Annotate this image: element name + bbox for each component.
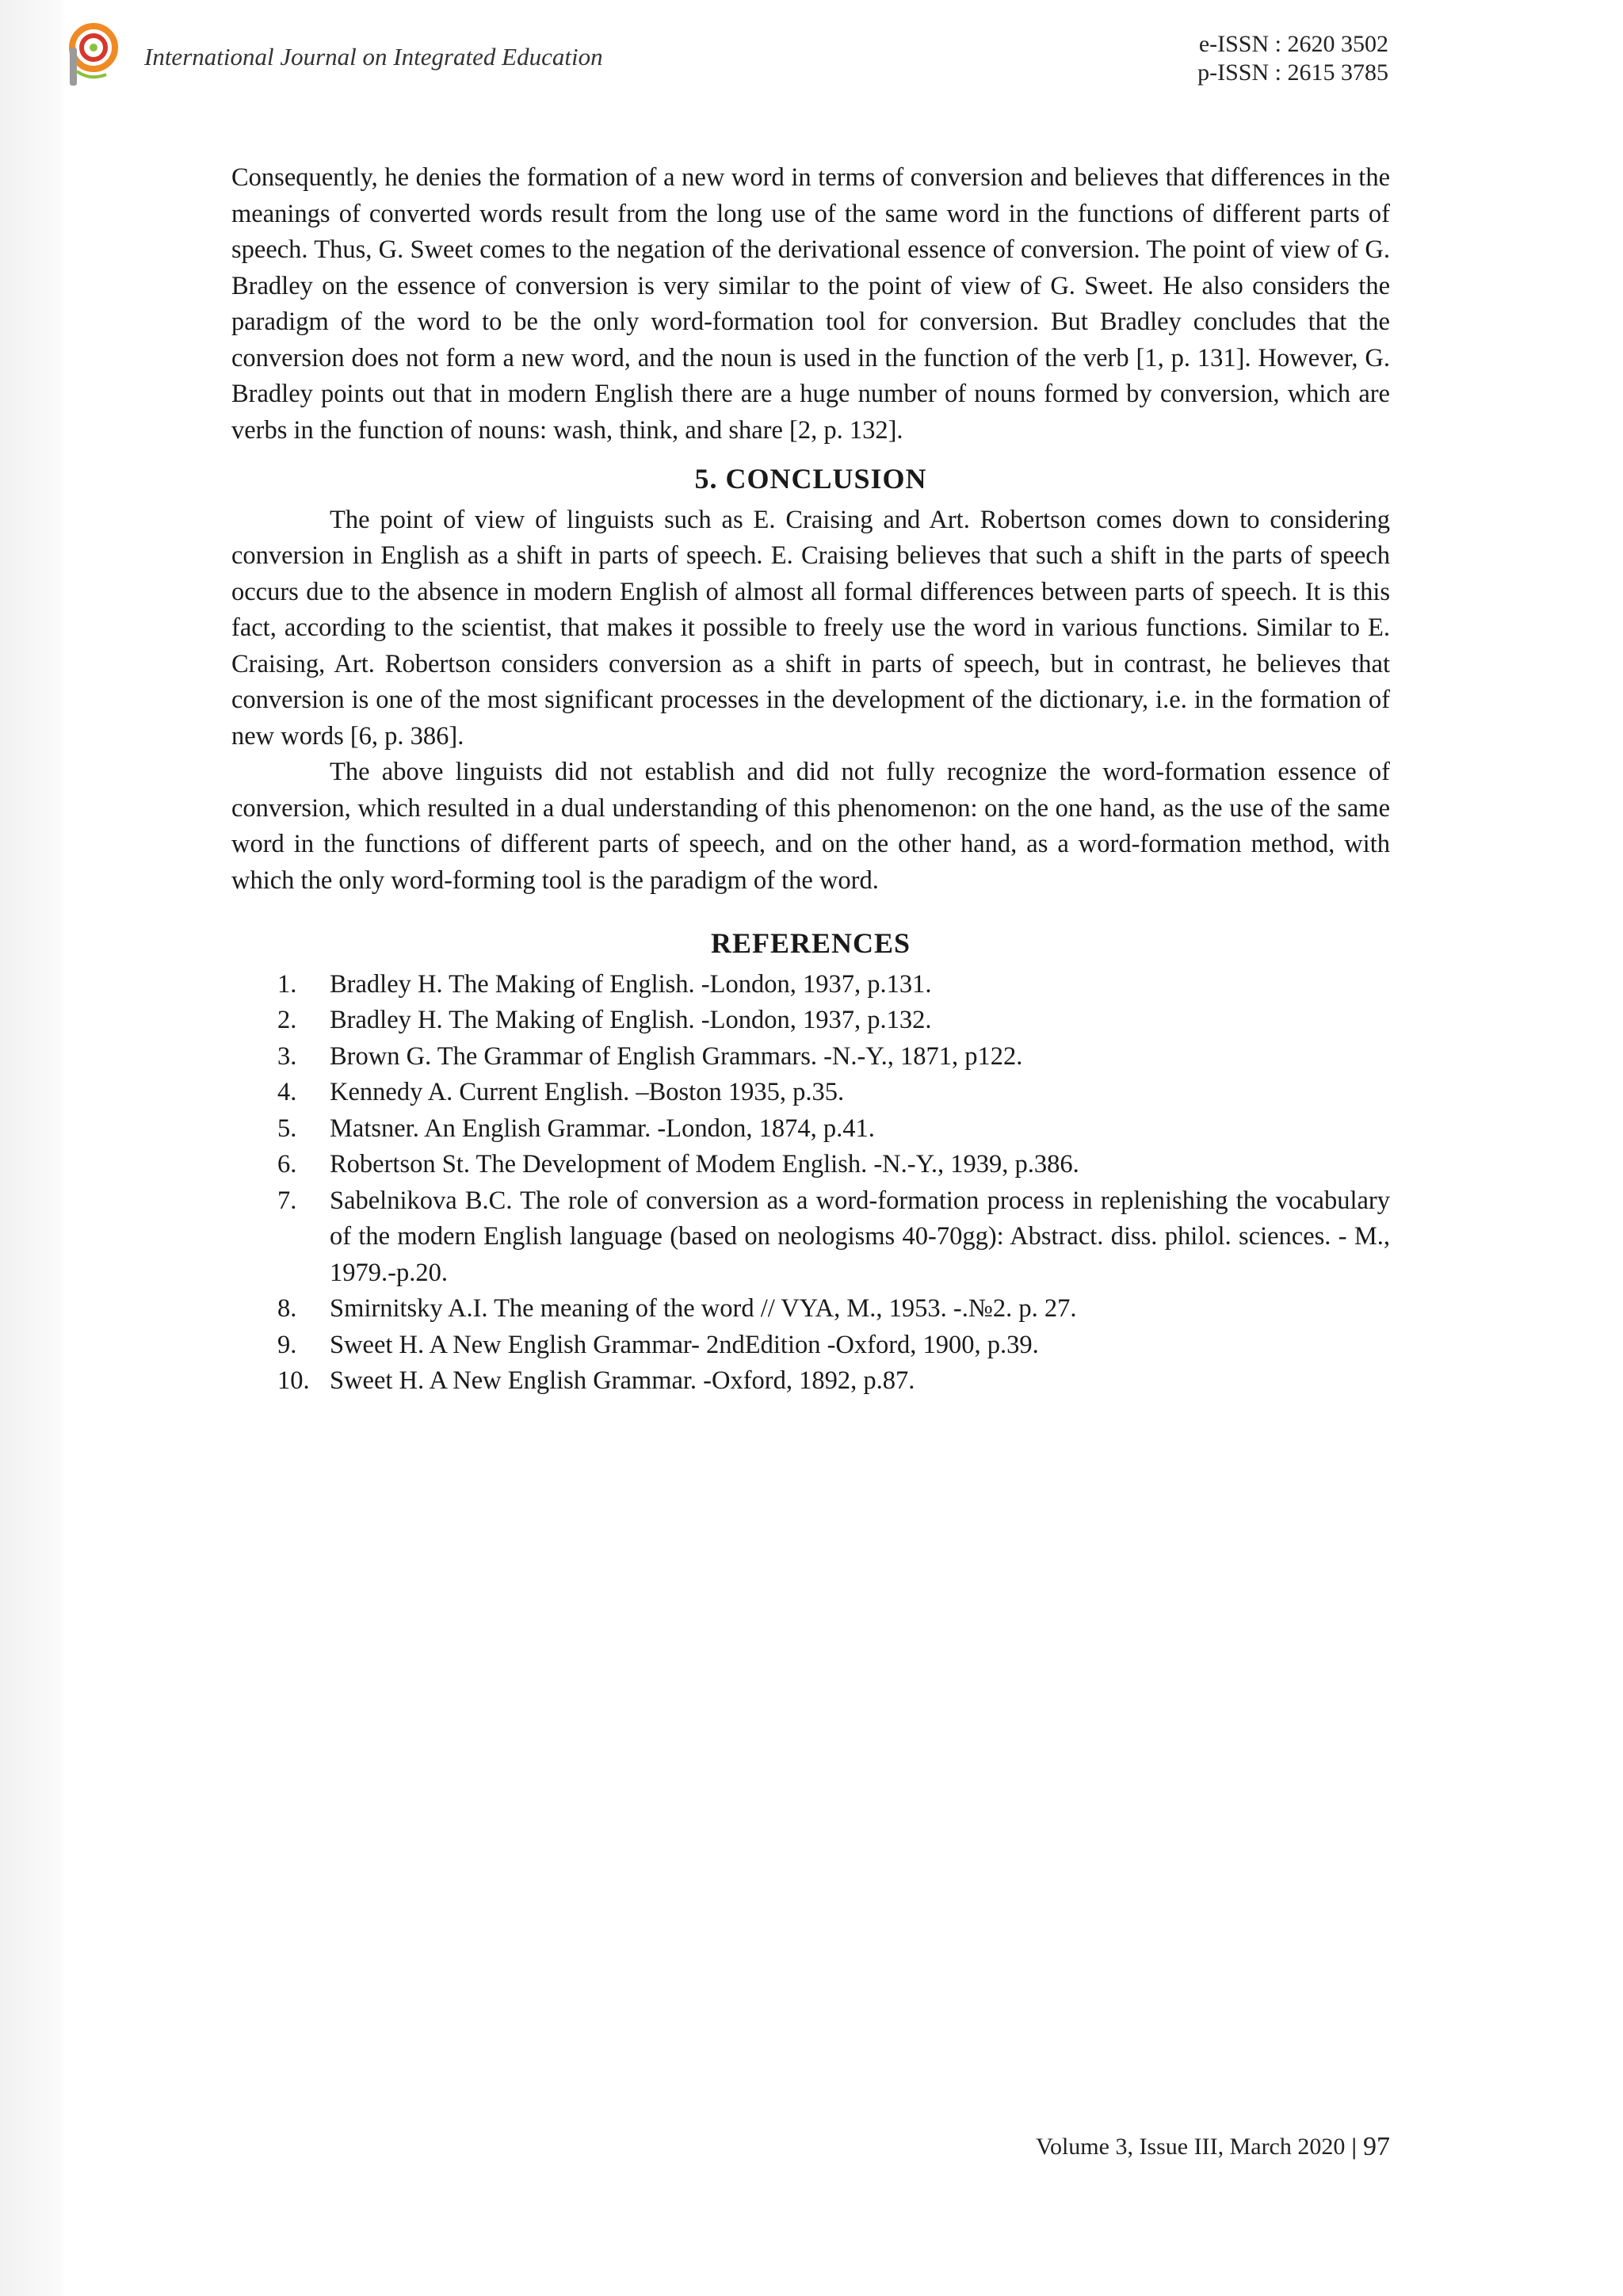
reference-number: 4.	[277, 1078, 297, 1106]
reference-text: Matsner. An English Grammar. -London, 1874, p.41.	[330, 1114, 875, 1143]
reference-text: Sweet H. A New English Grammar. -Oxford, 1892, p.87.	[330, 1366, 915, 1395]
issn-block	[1197, 30, 1388, 87]
reference-number: 6.	[277, 1150, 297, 1179]
reference-number: 3.	[277, 1041, 297, 1071]
reference-text: Sabelnikova B.C. The role of conversion as a word-formation process in replenishing the vocabulary of the modern English language (based on neologisms 40-70gg): Abstract. diss. philol. sciences. - M., 1979.-p.20.	[330, 1186, 1390, 1287]
reference-item	[231, 967, 1390, 1003]
page-edge-shade	[0, 0, 63, 2296]
reference-text: Bradley H. The Making of English. -London, 1937, p.132.	[330, 1006, 932, 1034]
e-issn: e-ISSN : 2620 3502	[1198, 31, 1388, 57]
reference-number: 9.	[277, 1330, 297, 1359]
p-issn: p-ISSN : 2615 3785	[1197, 59, 1388, 86]
reference-text: Brown G. The Grammar of English Grammars. -N.-Y., 1871, p122.	[330, 1041, 1023, 1071]
reference-list	[231, 967, 1390, 1400]
reference-item	[231, 1003, 1390, 1039]
reference-item	[231, 1039, 1390, 1075]
page-number: 97	[1363, 2132, 1390, 2161]
section-heading-conclusion: 5. CONCLUSION	[694, 463, 927, 495]
reference-number: 1.	[277, 969, 297, 999]
reference-number: 10.	[277, 1366, 310, 1395]
reference-text: Kennedy A. Current English. –Boston 1935, p.35.	[330, 1078, 845, 1106]
reference-text: Sweet H. A New English Grammar- 2ndEdition -Oxford, 1900, p.39.	[330, 1330, 1039, 1359]
journal-logo-icon	[67, 22, 120, 89]
reference-number: 8.	[277, 1294, 297, 1323]
volume-info: Volume 3, Issue III, March 2020	[1036, 2134, 1346, 2160]
reference-number: 7.	[277, 1186, 297, 1215]
reference-text: Bradley H. The Making of English. -London, 1937, p.131.	[330, 969, 932, 999]
conclusion-paragraph: The above linguists did not establish and did not fully recognize the word-formation essence of conversion, which resulted in a dual understanding of this phenomenon: on the one hand, as the use of the same word in the functions of different parts of speech, and on the other hand, as a word-formation method, with which the only word-forming tool is the paradigm of the word.	[231, 758, 1390, 895]
reference-item	[231, 1363, 1390, 1400]
reference-item	[231, 1075, 1390, 1111]
reference-item	[231, 1111, 1390, 1148]
reference-item	[231, 1147, 1390, 1183]
article-body	[231, 160, 1390, 1400]
reference-text: Robertson St. The Development of Modem English. -N.-Y., 1939, p.386.	[330, 1150, 1079, 1179]
reference-text: Smirnitsky A.I. The meaning of the word // VYA, M., 1953. -.№2. p. 27.	[330, 1294, 1077, 1323]
journal-name: International Journal on Integrated Education	[144, 43, 603, 71]
reference-item	[231, 1291, 1390, 1328]
page-footer	[1036, 2132, 1390, 2162]
page-header	[0, 0, 1623, 111]
conclusion-paragraph: The point of view of linguists such as E. Craising and Art. Robertson comes down to considering conversion in English as a shift in parts of speech. E. Craising believes that such a shift in the parts of speech occurs due to the absence in modern English of almost all formal differences between parts of speech. It is this fact, according to the scientist, that makes it possible to freely use the word in various functions. Similar to E. Craising, Art. Robertson considers conversion as a shift in parts of speech, but in contrast, he believes that conversion is one of the most significant processes in the development of the dictionary, i.e. in the formation of new words [6, p. 386].	[231, 505, 1390, 751]
reference-number: 2.	[277, 1006, 297, 1034]
section-heading-references: REFERENCES	[710, 927, 911, 959]
footer-separator: |	[1351, 2134, 1357, 2160]
body-paragraph: Consequently, he denies the formation of a new word in terms of conversion and believes that differences in the meanings of converted words result from the long use of the same word in the functions of different parts of speech. Thus, G. Sweet comes to the negation of the derivational essence of conversion. The point of view of G. Bradley on the essence of conversion is very similar to the point of view of G. Sweet. He also considers the paradigm of the word to be the only word-formation tool for conversion. But Bradley concludes that the conversion does not form a new word, and the noun is used in the function of the verb [1, p. 131]. However, G. Bradley points out that in modern English there are a huge number of nouns formed by conversion, which are verbs in the function of nouns: wash, think, and share [2, p. 132].	[231, 163, 1390, 445]
reference-item	[231, 1183, 1390, 1292]
reference-number: 5.	[277, 1114, 297, 1143]
reference-item	[231, 1328, 1390, 1364]
